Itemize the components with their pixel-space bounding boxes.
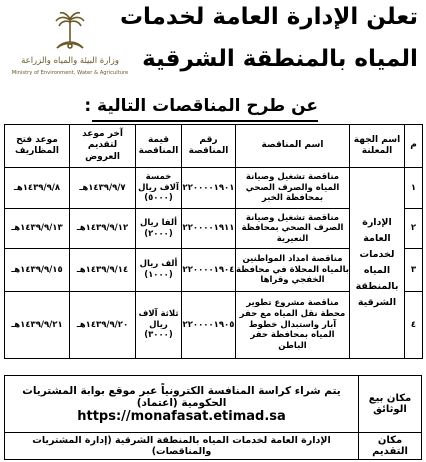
- submission-place-label: مكان التقديم: [358, 433, 421, 459]
- announcement-subtitle: عن طرح المناقصات التالية :: [84, 96, 318, 116]
- tender-value: ألف ريال (١٠٠٠): [136, 249, 182, 292]
- row-number: ٤: [405, 292, 423, 359]
- tender-number: ٢٢٠٠٠٠١٩٠٤: [182, 249, 236, 292]
- ministry-name-ar: وزارة البيئة والمياه والزراعة: [21, 56, 119, 66]
- tender-value: ألفا ريال (٢٠٠٠): [136, 209, 182, 249]
- documents-sale-section: [4, 375, 422, 433]
- submission-deadline: ١٤٣٩/٩/٧هـ: [70, 168, 136, 209]
- table-header-row: [5, 125, 423, 168]
- documents-sale-info: [5, 376, 358, 432]
- col-header-tender-name: اسم المناقصة: [236, 125, 350, 168]
- row-number: ٣: [405, 249, 423, 292]
- col-header-entity: اسم الجهة المعلنة: [350, 125, 405, 168]
- tender-name: مناقصة مشروع تطوير محطة نقل المياه مع حفر آبار واستبدال خطوط المياه بمحافظة حفر الباطن: [236, 292, 350, 359]
- announcing-entity: الإدارة العامة لخدمات المياه بالمنطقة الشرقية: [350, 168, 405, 359]
- header: [0, 0, 426, 92]
- submission-deadline: ١٤٣٩/٩/١٢هـ: [70, 209, 136, 249]
- ministry-name-en: Ministry of Environment, Water & Agriculture: [11, 70, 129, 76]
- palm-swords-emblem-icon: [48, 8, 92, 52]
- etimad-portal-link[interactable]: https://monafasat.etimad.sa: [77, 408, 286, 424]
- tender-number: ٢٢٠٠٠٠١٩٠١: [182, 168, 236, 209]
- col-header-no: م: [405, 125, 423, 168]
- tender-number: ٢٢٠٠٠٠١٩٠٥: [182, 292, 236, 359]
- col-header-tender-number: رقم المناقصة: [182, 125, 236, 168]
- submission-place-info: الإدارة العامة لخدمات المياه بالمنطقة الشرقية (إدارة المشتريات والمناقصات): [32, 435, 331, 457]
- table-row: [5, 168, 423, 209]
- documents-sale-line1: يتم شراء كراسة المنافسة الكترونياً عبر موقع بوابة المشتريات: [22, 384, 341, 397]
- envelope-opening-date: ١٤٣٩/٩/٢١هـ: [5, 292, 70, 359]
- submission-deadline: ١٤٣٩/٩/٢٠هـ: [70, 292, 136, 359]
- envelope-opening-date: ١٤٣٩/٩/٨هـ: [5, 168, 70, 209]
- tender-name: مناقصة امداد المواطنين بالمياه المحلاة في محافظة الخفجي وقراها: [236, 249, 350, 292]
- submission-deadline: ١٤٣٩/٩/١٤هـ: [70, 249, 136, 292]
- documents-sale-line2: الحكومية (اعتماد): [136, 396, 227, 409]
- envelope-opening-date: ١٤٣٩/٩/١٣هـ: [5, 209, 70, 249]
- row-number: ٢: [405, 209, 423, 249]
- tender-value: ثلاثة آلاف ريال (٣٠٠٠): [136, 292, 182, 359]
- tender-name: مناقصة تشغيل وصيانة الصرف الصحي بمحافظة النعيرية: [236, 209, 350, 249]
- col-header-tender-value: قيمة المناقصة: [136, 125, 182, 168]
- tender-name: مناقصة تشغيل وصيانة المياه والصرف الصحي بمحافظة الخبر: [236, 168, 350, 209]
- envelope-opening-date: ١٤٣٩/٩/١٥هـ: [5, 249, 70, 292]
- announcement-title-line2: المياه بالمنطقة الشرقية: [142, 46, 418, 72]
- submission-place-section: [4, 432, 422, 460]
- tender-number: ٢٢٠٠٠٠١٩١١: [182, 209, 236, 249]
- col-header-deadline: آخر موعد لتقديم العروض: [70, 125, 136, 168]
- subtitle-underline: [84, 96, 318, 122]
- tenders-table: [4, 124, 423, 359]
- documents-sale-label: مكان بيع الوثائق: [358, 376, 421, 432]
- announcement-title-line1: تعلن الإدارة العامة لخدمات: [119, 4, 418, 30]
- tender-value: خمسة آلاف ريال (٥٠٠٠): [136, 168, 182, 209]
- row-number: ١: [405, 168, 423, 209]
- col-header-opening: موعد فتح المظاريف: [5, 125, 70, 168]
- ministry-logo: [6, 6, 134, 88]
